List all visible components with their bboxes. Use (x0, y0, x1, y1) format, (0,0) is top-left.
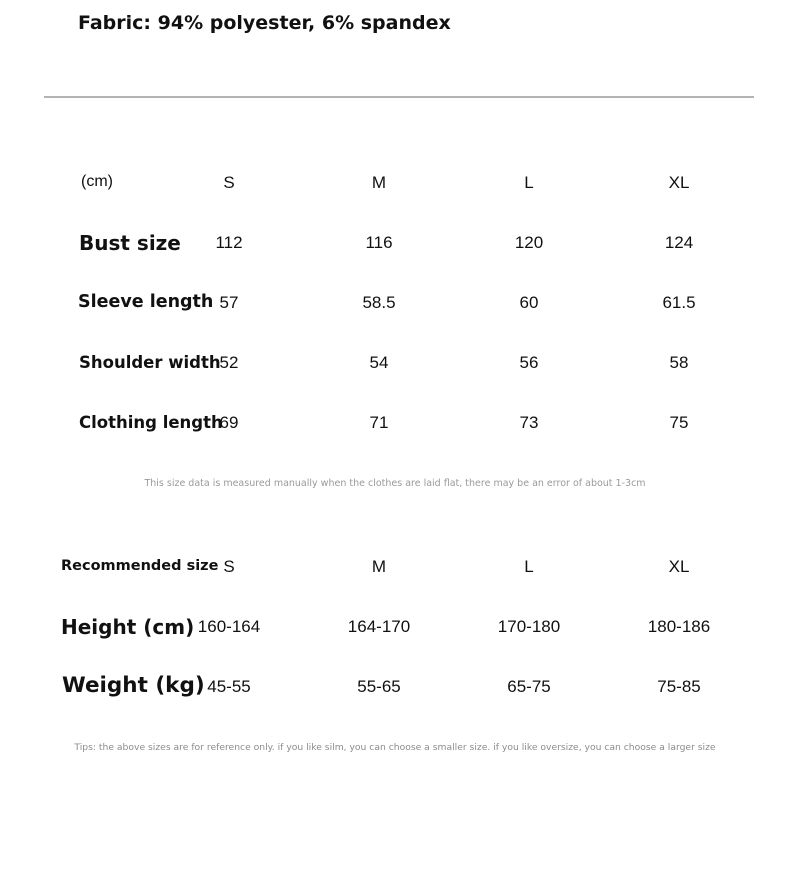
unit-label: (cm) (81, 173, 113, 190)
bust-l: 120 (514, 233, 544, 252)
clothing-xl: 75 (669, 413, 689, 432)
clothing-l: 73 (519, 413, 539, 432)
sleeve-l: 60 (519, 293, 539, 312)
weight-l: 65-75 (507, 677, 551, 696)
clothing-m: 71 (369, 413, 389, 432)
weight-s: 45-55 (207, 677, 251, 696)
size-header-xl: XL (668, 173, 690, 192)
clothing-s: 69 (219, 413, 239, 432)
row-label-clothing: Clothing length (79, 413, 223, 432)
divider (44, 96, 754, 98)
sleeve-s: 57 (219, 293, 239, 312)
rec-size-s: S (223, 557, 235, 576)
recommended-header-label: Recommended size (61, 558, 219, 574)
size-header-l: L (524, 173, 534, 192)
row-label-weight: Weight (kg) (62, 673, 205, 698)
rec-size-xl: XL (668, 557, 690, 576)
measurement-note: This size data is measured manually when the clothes are laid flat, there may be an error of about 1-3cm (144, 478, 646, 489)
rec-size-l: L (524, 557, 534, 576)
tips-note: Tips: the above sizes are for reference only. if you like silm, you can choose a smaller size. if you like oversize, you can choose a larger size (74, 742, 716, 753)
shoulder-l: 56 (519, 353, 539, 372)
bust-m: 116 (365, 233, 393, 252)
row-label-bust: Bust size (79, 231, 181, 255)
height-m: 164-170 (347, 617, 411, 636)
height-l: 170-180 (497, 617, 561, 636)
size-header-s: S (223, 173, 235, 192)
row-label-shoulder: Shoulder width (79, 353, 221, 372)
shoulder-s: 52 (219, 353, 239, 372)
shoulder-m: 54 (369, 353, 389, 372)
fabric-info: Fabric: 94% polyester, 6% spandex (78, 12, 451, 34)
weight-xl: 75-85 (657, 677, 701, 696)
sleeve-m: 58.5 (362, 293, 396, 312)
row-label-height: Height (cm) (61, 615, 195, 639)
rec-size-m: M (371, 557, 387, 576)
size-header-m: M (371, 173, 387, 192)
bust-xl: 124 (664, 233, 694, 252)
sleeve-xl: 61.5 (662, 293, 696, 312)
weight-m: 55-65 (357, 677, 401, 696)
shoulder-xl: 58 (669, 353, 689, 372)
height-s: 160-164 (197, 617, 261, 636)
height-xl: 180-186 (647, 617, 711, 636)
row-label-sleeve: Sleeve length (78, 292, 214, 312)
bust-s: 112 (215, 233, 243, 252)
